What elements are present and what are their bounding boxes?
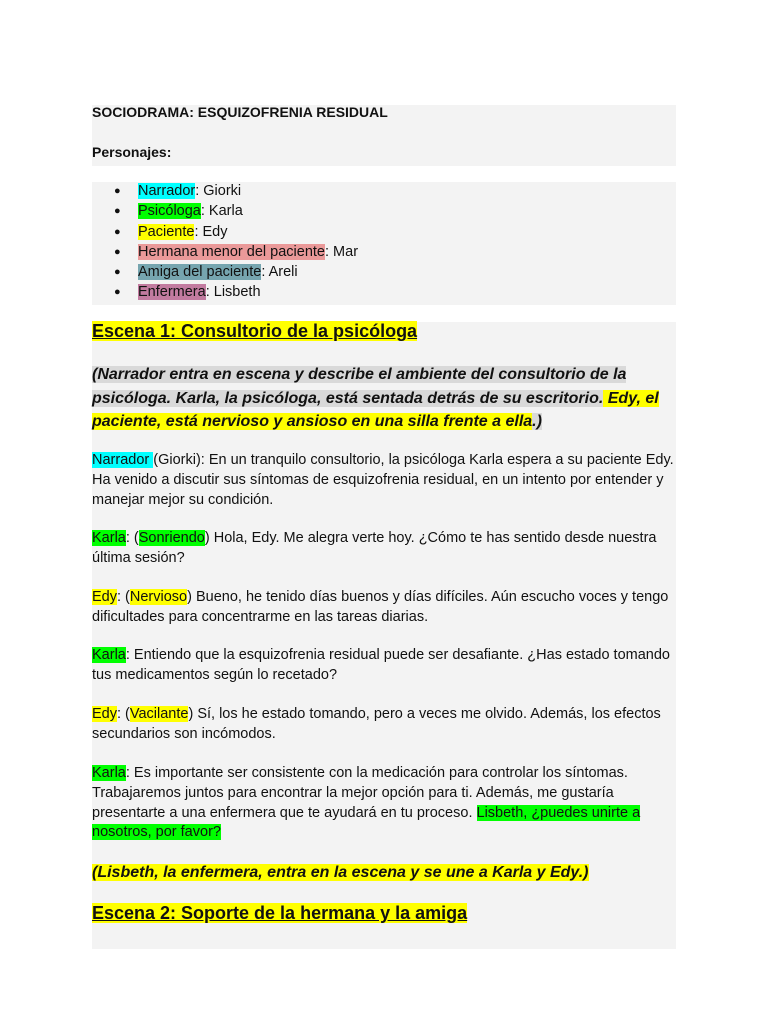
stage-direction-part: (Narrador entra en escena y describe el ambiente del consultorio de la psicóloga. Karla, la psicóloga, está sentada detrás de su escritorio. [92, 366, 627, 407]
scene-1-heading-text: Escena 1: Consultorio de la psicóloga [92, 321, 418, 341]
edy-line-1 [92, 588, 682, 628]
narrator-line [92, 451, 682, 510]
stage-direction-part: Edy, el paciente, está nervioso y ansioso en una silla frente a ella [92, 389, 659, 430]
role-amiga: Amiga del paciente [138, 264, 262, 281]
role-hermana: Hermana menor del paciente [138, 243, 325, 260]
dialogue-text: : ( [117, 706, 130, 722]
stage-cue: Vacilante [129, 706, 189, 722]
document-title: SOCIODRAMA: ESQUIZOFRENIA RESIDUAL [92, 104, 388, 120]
stage-direction-2 [92, 861, 682, 885]
actor-name: : Mar [325, 243, 359, 260]
stage-cue: Sonriendo [138, 530, 205, 546]
actor-name: : Lisbeth [205, 284, 261, 301]
list-item [92, 282, 358, 302]
list-item [92, 242, 358, 262]
speaker-label: Karla [92, 530, 126, 546]
speaker-label: Narrador [92, 452, 154, 468]
personajes-label: Personajes: [92, 144, 172, 160]
list-item [92, 222, 358, 242]
karla-line-1 [92, 529, 682, 569]
stage-cue: Nervioso [129, 589, 188, 605]
speaker-label: Karla [92, 647, 126, 663]
actor-name: : Areli [261, 264, 298, 281]
scene-1-heading [92, 321, 417, 342]
stage-direction-text: (Lisbeth, la enfermera, entra en la escena y se une a Karla y Edy.) [92, 864, 589, 881]
scene-2-heading-text: Escena 2: Soporte de la hermana y la amiga [92, 903, 468, 923]
list-item [92, 201, 358, 221]
speaker-label: Edy [92, 589, 117, 605]
speaker-label: Edy [92, 706, 117, 722]
dialogue-text: (Giorki): En un tranquilo consultorio, la psicóloga Karla espera a su paciente Edy. Ha venido a discutir sus síntomas de esquizofrenia residual, en un intento por entender y manejar mejor su condición. [92, 452, 674, 508]
dialogue-text: : ( [125, 530, 139, 546]
highlighted-request: Lisbeth, ¿puedes unirte a nosotros, por favor? [92, 804, 641, 841]
actor-name: : Edy [194, 223, 228, 240]
role-enfermera: Enfermera [138, 284, 206, 301]
karla-line-3 [92, 764, 682, 843]
cast-list [92, 181, 358, 303]
list-item [92, 262, 358, 282]
stage-direction-1 [92, 363, 682, 434]
dialogue-text: : ( [117, 589, 130, 605]
actor-name: : Karla [200, 203, 243, 220]
role-paciente: Paciente [138, 223, 195, 240]
dialogue-text: ) Bueno, he tenido días buenos y días difíciles. Aún escucho voces y tengo dificultades para concentrarme en las tareas diarias. [92, 589, 669, 625]
karla-line-2 [92, 646, 682, 686]
dialogue-text: : Entiendo que la esquizofrenia residual puede ser desafiante. ¿Has estado tomando tus medicamentos según lo recetado? [92, 647, 670, 683]
stage-direction-part: .) [532, 413, 542, 430]
role-psicologa: Psicóloga [138, 203, 201, 220]
dialogue-text: : Es importante ser consistente con la medicación para controlar los síntomas. Trabajaremos juntos para encontrar la mejor opción para ti. Además, me gustaría presentarte a una enfermera que te ayudará en tu proceso. [92, 765, 628, 821]
dialogue-text: ) Hola, Edy. Me alegra verte hoy. ¿Cómo te has sentido desde nuestra última sesión? [92, 530, 657, 566]
list-item [92, 181, 358, 201]
actor-name: : Giorki [195, 183, 242, 199]
scene-2-heading [92, 903, 467, 924]
speaker-label: Karla [92, 765, 126, 781]
dialogue-text: ) Sí, los he estado tomando, pero a veces me olvido. Además, los efectos secundarios son incómodos. [92, 706, 661, 742]
edy-line-2 [92, 705, 682, 745]
role-narrador: Narrador [138, 183, 196, 199]
